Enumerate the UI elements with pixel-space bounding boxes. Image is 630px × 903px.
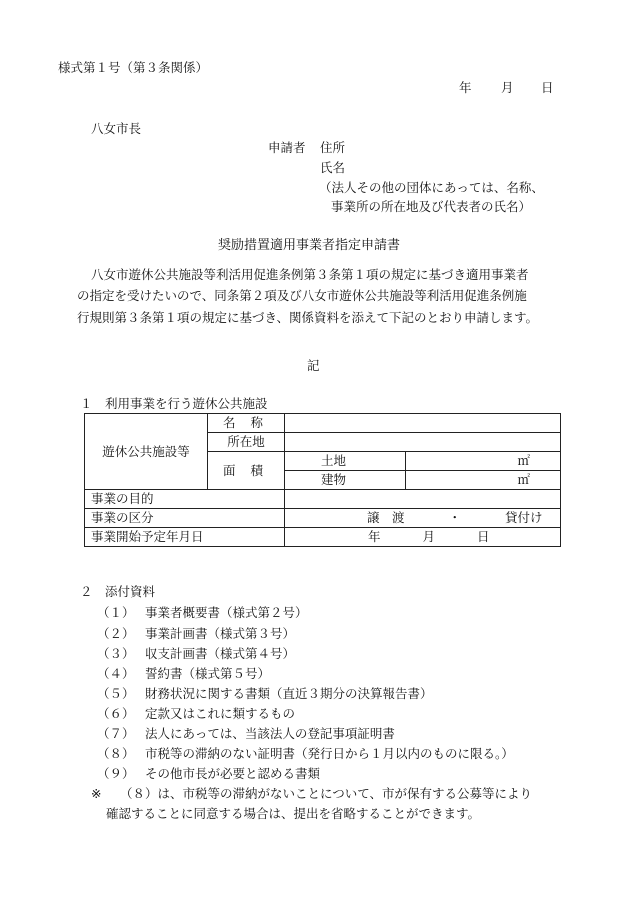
form-number: 様式第１号（第３条関係）	[58, 60, 209, 75]
name-field[interactable]	[285, 414, 561, 433]
list-item-text: 誓約書（様式第５号）	[145, 666, 271, 681]
body-line-1: 八女市遊休公共施設等利活用促進条例第３条第１項の規定に基づき適用事業者	[91, 267, 529, 282]
list-item-text: 事業計画書（様式第３号）	[145, 626, 296, 641]
list-item-number: （６）	[97, 706, 135, 721]
list-item-text: その他市長が必要と認める書類	[145, 766, 321, 781]
date-month-label: 月	[501, 80, 514, 95]
ki-label: 記	[307, 358, 320, 373]
list-item-text: 収支計画書（様式第４号）	[145, 646, 296, 661]
start-month-label: 月	[422, 529, 436, 544]
list-item	[97, 766, 320, 782]
list-item-number: （５）	[97, 686, 135, 701]
applicant-name-label: 氏名	[320, 160, 346, 175]
list-item-number: （４）	[97, 666, 135, 681]
land-unit: ㎡	[517, 453, 530, 468]
transfer-option[interactable]: 譲 渡	[367, 510, 405, 525]
note-mark: ※	[91, 786, 102, 801]
list-item	[97, 605, 308, 621]
body-line-2: の指定を受けたいので、同条第２項及び八女市遊休公共施設等利活用促進条例施	[77, 288, 527, 303]
facility-label: 遊休公共施設等	[85, 414, 208, 490]
list-item-number: （２）	[97, 626, 135, 641]
purpose-field[interactable]	[285, 490, 561, 509]
date-year-label: 年	[459, 80, 472, 95]
list-item	[97, 646, 295, 662]
list-item	[97, 626, 295, 642]
applicant-label: 申請者	[268, 140, 306, 155]
list-item-text: 法人にあっては、当該法人の登記事項証明書	[145, 726, 395, 741]
list-item	[97, 746, 514, 762]
building-label: 建物	[285, 471, 406, 490]
section1-heading: １ 利用事業を行う遊休公共施設	[80, 396, 268, 411]
facility-table	[84, 413, 561, 547]
purpose-label: 事業の目的	[85, 490, 285, 509]
option-separator: ・	[448, 510, 462, 525]
list-item-number: （３）	[97, 646, 135, 661]
start-year-label: 年	[368, 529, 381, 544]
body-line-3: 行規則第３条第１項の規定に基づき、関係資料を添えて下記のとおり申請します。	[77, 310, 539, 325]
list-item-text: 事業者概要書（様式第２号）	[145, 605, 308, 620]
section2-heading: ２ 添付資料	[80, 584, 156, 599]
note-line-1: （８）は、市税等の滞納がないことについて、市が保有する公募等により	[120, 786, 533, 801]
lend-option[interactable]: 貸付け	[505, 510, 543, 525]
list-item	[97, 706, 295, 722]
location-label: 所在地	[208, 433, 285, 452]
list-item-text: 定款又はこれに類するもの	[145, 706, 296, 721]
list-item-number: （９）	[97, 766, 135, 781]
date-day-label: 日	[541, 80, 554, 95]
list-item	[97, 726, 395, 742]
category-label: 事業の区分	[85, 509, 285, 528]
land-field[interactable]	[406, 452, 561, 471]
applicant-note-line2: 事業所の所在地及び代表者の氏名）	[331, 199, 532, 214]
list-item-number: （８）	[97, 746, 135, 761]
start-date-field[interactable]	[285, 528, 561, 547]
list-item-text: 財務状況に関する書類（直近３期分の決算報告書）	[145, 686, 433, 701]
list-item-number: （１）	[97, 605, 135, 620]
addressee: 八女市長	[91, 121, 142, 136]
list-item	[97, 666, 270, 682]
area-label: 面積	[208, 452, 285, 490]
document-title: 奨励措置適用事業者指定申請書	[218, 238, 401, 253]
list-item	[97, 686, 433, 702]
applicant-note-line1: （法人その他の団体にあっては、名称、	[319, 180, 544, 195]
note-line-2: 確認することに同意する場合は、提出を省略することができます。	[106, 806, 481, 821]
name-label: 名称	[208, 414, 285, 433]
list-item-number: （７）	[97, 726, 135, 741]
land-label: 土地	[285, 452, 406, 471]
category-field[interactable]	[285, 509, 561, 528]
list-item-text: 市税等の滞納のない証明書（発行日から１月以内のものに限る。）	[145, 746, 514, 761]
building-unit: ㎡	[517, 472, 530, 487]
applicant-address-label: 住所	[320, 140, 346, 155]
location-field[interactable]	[285, 433, 561, 452]
start-day-label: 日	[477, 529, 490, 544]
start-date-label: 事業開始予定年月日	[85, 528, 285, 547]
building-field[interactable]	[406, 471, 561, 490]
